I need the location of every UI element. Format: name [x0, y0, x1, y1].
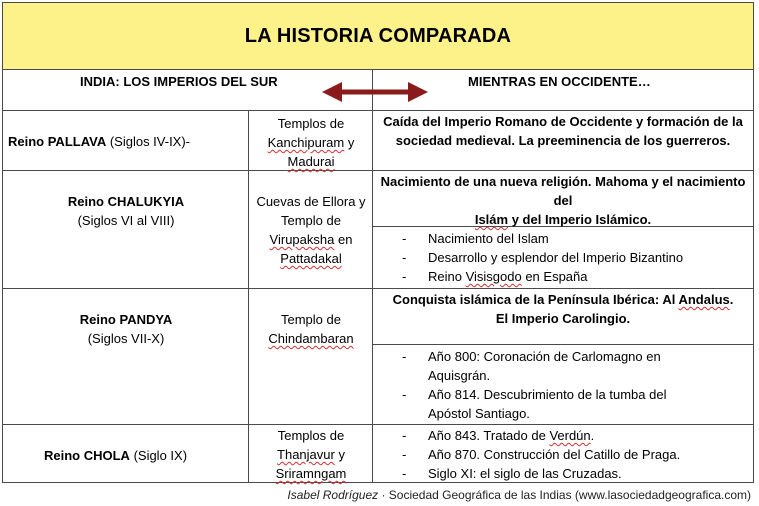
list-item: - Nacimiento del Islam [402, 229, 752, 248]
kingdom-pallava [8, 132, 244, 151]
monuments-chola [250, 426, 372, 483]
west-text: Nacimiento de una nueva religión. Mahoma y el nacimiento del [380, 174, 746, 208]
west-text: Andalus [678, 292, 730, 307]
header-west: MIENTRAS EN OCCIDENTE… [468, 74, 651, 89]
monument-text: Templos de [277, 428, 345, 443]
monuments-pallava [250, 114, 372, 171]
west-text: Conquista islámica de la Península Ibérica: Al [392, 292, 679, 307]
monument-place: Thanjavur [277, 447, 335, 462]
list-item: - Año 800: Coronación de Carlomagno en Aquisgrán. [402, 347, 712, 385]
kingdom-pandya [8, 310, 244, 348]
west-bullets-chola [402, 426, 752, 483]
divider [2, 70, 3, 483]
list-item: - Reino Visisgodo en España [402, 267, 752, 286]
list-item: - Año 870. Construcción del Catillo de Praga. [402, 445, 752, 464]
list-item: - Desarrollo y esplendor del Imperio Bizantino [402, 248, 752, 267]
kingdom-chola [44, 446, 244, 465]
source-credit [287, 488, 751, 502]
west-event-conquest [376, 290, 750, 328]
divider [2, 110, 754, 111]
west-event-fall-rome: Caída del Imperio Romano de Occidente y formación de la sociedad medieval. La preeminencia de los guerreros. [383, 114, 743, 148]
author: Isabel Rodríguez [287, 488, 379, 502]
monuments-chalukyia [250, 192, 372, 268]
monument-text: y [344, 135, 355, 150]
table-title: LA HISTORIA COMPARADA [2, 2, 754, 70]
monument-place: Sriramngam [275, 466, 347, 481]
comparison-table [2, 2, 756, 482]
west-text: El Imperio Carolingio. [495, 311, 631, 326]
monument-text: en [334, 232, 353, 247]
monument-text: Cuevas de Ellora y Templo de [256, 194, 366, 228]
kingdom-period: (Siglos VII-X) [87, 331, 165, 346]
monument-place: Madurai [287, 154, 335, 169]
monument-text: Templo de [281, 312, 341, 327]
divider [2, 170, 754, 171]
kingdom-name: Reino CHALUKYIA [67, 194, 185, 209]
divider [372, 70, 373, 483]
divider [248, 110, 249, 483]
divider [372, 344, 754, 345]
monument-place: Kanchipuram [267, 135, 345, 150]
list-item: - Siglo XI: el siglo de las Cruzadas. [402, 464, 752, 483]
kingdom-period: (Siglos IV-IX)- [106, 134, 191, 149]
monuments-pandya [250, 310, 372, 348]
west-bullets-pandya [402, 347, 712, 423]
header-india: INDIA: LOS IMPERIOS DEL SUR [80, 74, 278, 89]
list-item: - Año 843. Tratado de Verdún. [402, 426, 752, 445]
monument-text: y [334, 447, 345, 462]
west-bullets-chalukyia [402, 229, 752, 286]
list-item: - Año 814. Descubrimiento de la tumba del Apóstol Santiago. [402, 385, 712, 423]
kingdom-period: (Siglos VI al VIII) [77, 213, 175, 228]
divider [2, 288, 754, 289]
kingdom-chalukyia [8, 192, 244, 230]
kingdom-name: Reino PALLAVA [8, 134, 107, 149]
monument-place: Pattadakal [280, 251, 342, 266]
west-text: Islám [474, 212, 509, 227]
divider [2, 424, 754, 425]
west-event-islam [376, 172, 750, 229]
monument-place: Chindambaran [268, 331, 354, 346]
kingdom-period: (Siglo IX) [129, 448, 188, 463]
monument-place: Virupaksha [269, 232, 335, 247]
west-text: . [729, 292, 734, 307]
kingdom-name: Reino PANDYA [79, 312, 173, 327]
west-text: y del Imperio Islámico. [508, 212, 652, 227]
kingdom-name: Reino CHOLA [44, 448, 130, 463]
source-text: · Sociedad Geográfica de las Indias (www.lasociedadgeografica.com) [378, 488, 751, 502]
divider [753, 70, 754, 483]
double-arrow-icon [322, 80, 428, 104]
monument-text: Templos de [277, 116, 345, 131]
